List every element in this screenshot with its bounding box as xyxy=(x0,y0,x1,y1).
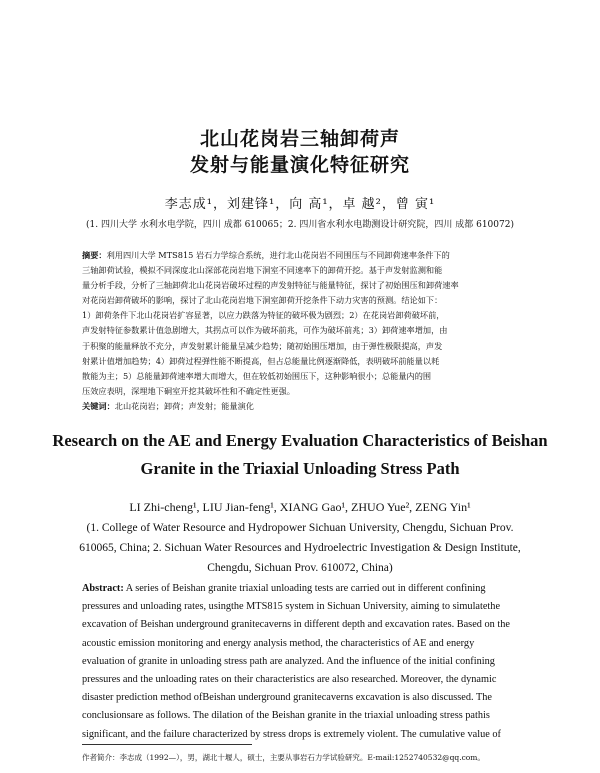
chinese-abstract-line: 摘要：利用四川大学 MTS815 岩石力学综合系统，进行北山花岗岩不同围压与不同卸荷速率条件下的 xyxy=(82,250,450,260)
chinese-keywords-label: 关键词： xyxy=(82,401,115,411)
chinese-abstract-label: 摘要： xyxy=(82,250,107,260)
chinese-abstract-line: 压效应表明，深埋地下硐室开挖其破坏性和不确定性更强。 xyxy=(82,385,295,396)
english-affiliation-line: 610065, China; 2. Sichuan Water Resources and Hydroelectric Investigation & Design Institute, xyxy=(79,542,521,554)
english-abstract-line: pressures and the unloading rates on their characteristics are also researched. Moreover, the dynamic xyxy=(82,674,497,686)
chinese-title-line-1: 北山花岗岩三轴卸荷声 xyxy=(199,128,400,150)
english-affiliation-line: (1. College of Water Resource and Hydropower Sichuan University, Chengdu, Sichuan Prov. xyxy=(86,522,514,534)
chinese-abstract-line: 于积聚的能量释放不充分，声发射累计能量呈减少趋势；随初始围压增加，由于弹性极限提高，声发 xyxy=(82,340,443,351)
chinese-abstract xyxy=(82,248,520,399)
chinese-authors: 李志成¹，刘建锋¹，向 高¹，卓 越²，曾 寅¹ xyxy=(164,197,436,212)
english-abstract-line: acoustic emission monitoring and energy analysis method, the characteristics of AE and energy xyxy=(82,637,475,649)
english-title-line-2: Granite in the Triaxial Unloading Stress Path xyxy=(140,459,460,478)
english-abstract-line: excavation of Beishan underground granitecaverns in different depth and excavation rates. Based on the xyxy=(82,619,510,631)
chinese-abstract-line: 射累计值增加趋势；4）卸荷过程弹性能不断提高，但占总能量比例逐渐降低，表明破坏前能量以耗 xyxy=(82,355,440,366)
chinese-abstract-line: 1）卸荷条件下北山花岗岩扩容显著，以应力跌落为特征的破坏极为剧烈；2）在花岗岩卸荷破坏前， xyxy=(82,310,445,321)
english-abstract-line: pressures and unloading rates, usingthe MTS815 system in Sichuan University, aiming to simulatethe xyxy=(82,601,501,613)
english-abstract-label: Abstract: xyxy=(82,583,124,594)
english-abstract xyxy=(82,580,520,744)
chinese-abstract-line: 散能为主；5）总能量卸荷速率增大而增大，但在较低初始围压下，这种影响很小；总能量内的围 xyxy=(82,370,432,381)
chinese-abstract-line: 三轴卸荷试验，模拟不同深度北山深部花岗岩地下洞室不同速率下的卸荷开挖。基于声发射监测和能 xyxy=(82,265,443,276)
chinese-affiliation: (1. 四川大学 水利水电学院，四川 成都 610065；2. 四川省水利水电勘测设计研究院，四川 成都 610072) xyxy=(86,220,514,230)
english-authors: LI Zhi-cheng¹, LIU Jian-feng¹, XIANG Gao¹, ZHUO Yue², ZENG Yin¹ xyxy=(129,500,471,514)
chinese-abstract-line: 量分析手段，分析了三轴卸荷北山花岗岩破坏过程的声发射特征与能量特征，探讨了初始围压和卸荷速率 xyxy=(82,280,459,291)
english-abstract-line: disaster prediction method ofBeishan underground granitecaverns excavation is also discussed. The xyxy=(82,692,492,704)
footnote-divider xyxy=(82,744,252,745)
english-abstract-line: conclusionsare as follows. The dilation of the Beishan granite in the triaxial unloading stress pathis xyxy=(82,710,490,722)
chinese-keywords xyxy=(82,401,254,412)
chinese-title-line-2: 发射与能量演化特征研究 xyxy=(189,154,410,176)
english-abstract-line: evaluation of granite in unloading stress path are analyzed. And the influence of the initial confining xyxy=(82,655,495,667)
chinese-keywords-text: 北山花岗岩；卸荷；声发射；能量演化 xyxy=(114,401,254,411)
english-affiliation-line: Chengdu, Sichuan Prov. 610072, China) xyxy=(207,562,393,574)
chinese-abstract-line: 声发射特征参数累计值急剧增大，其拐点可以作为破坏前兆，可作为破坏前兆；3）卸荷速率增加，由 xyxy=(82,325,448,336)
english-affiliation xyxy=(70,518,530,578)
english-abstract-line: significant, and the failure characterized by stress drops is extremely violent. The cumulative value of xyxy=(82,728,501,740)
english-abstract-line: Abstract: A series of Beishan granite triaxial unloading tests are carried out in different confining xyxy=(82,583,486,594)
english-title-line-1: Research on the AE and Energy Evaluation Characteristics of Beishan xyxy=(52,431,548,450)
chinese-abstract-line: 对花岗岩卸荷破坏的影响，探讨了北山花岗岩地下洞室卸荷开挖条件下动力灾害的预测。结论如下： xyxy=(82,295,443,306)
author-footnote: 作者简介：李志成（1992—），男，湖北十堰人，硕士，主要从事岩石力学试验研究。E-mail:1252740532@qq.com。 xyxy=(82,753,485,762)
